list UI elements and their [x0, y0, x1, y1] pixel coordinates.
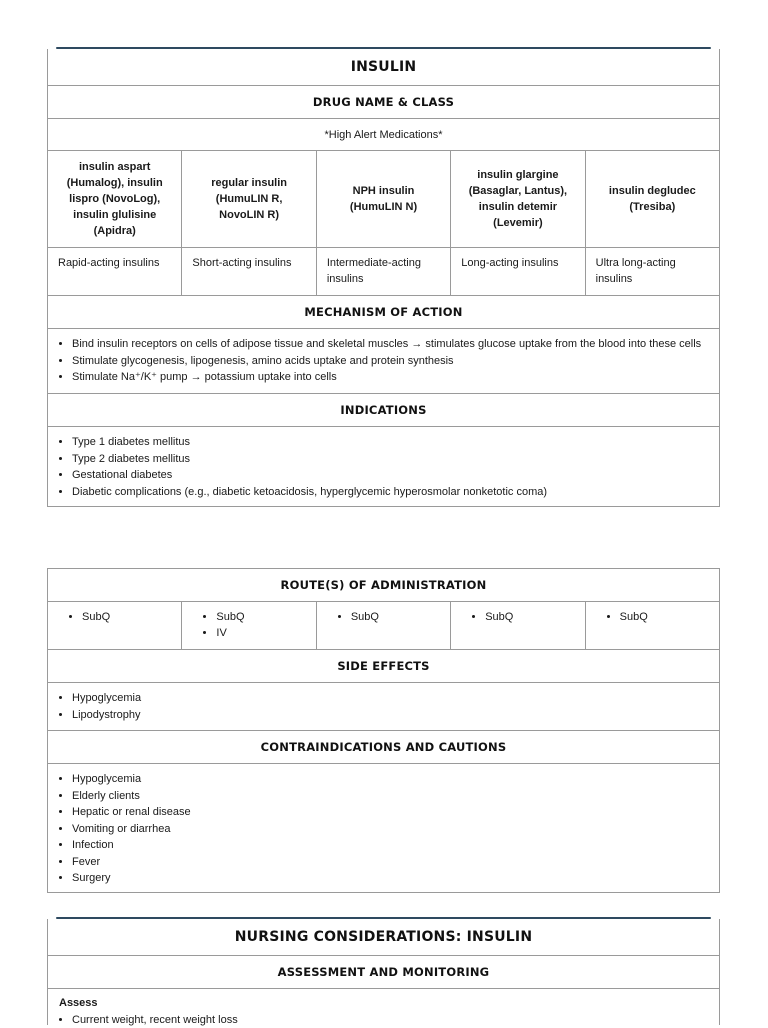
list-item: • Vomiting or diarrhea — [72, 821, 719, 838]
drug-class-cell: Rapid-acting insulins — [48, 248, 181, 295]
routes-header: ROUTE(S) OF ADMINISTRATION — [48, 568, 719, 601]
list-item: • Fever — [72, 854, 719, 871]
route-cell — [181, 602, 315, 649]
assessment-monitoring-header: ASSESSMENT AND MONITORING — [48, 955, 719, 988]
drug-classes-row — [48, 247, 719, 295]
drug-names-row — [48, 150, 719, 247]
list-item: • Hypoglycemia — [72, 690, 719, 707]
drug-class-cell: Intermediate-acting insulins — [316, 248, 450, 295]
moa-list — [48, 336, 719, 386]
route-cell — [585, 602, 719, 649]
route-cell — [450, 602, 584, 649]
side-effects-header: SIDE EFFECTS — [48, 649, 719, 682]
list-item: • Lipodystrophy — [72, 707, 719, 724]
list-item: • Type 2 diabetes mellitus — [72, 451, 719, 468]
routes-row — [48, 601, 719, 649]
assess-list — [48, 1012, 719, 1028]
list-item: • Stimulate Na⁺/K⁺ pump → potassium uptake into cells — [72, 369, 719, 386]
card-bottom-border — [48, 892, 719, 893]
list-item: • SubQ — [351, 609, 440, 625]
drug-name-cell: regular insulin (HumuLIN R, NovoLIN R) — [181, 151, 315, 247]
list-item: • Stimulate glycogenesis, lipogenesis, amino acids uptake and protein synthesis — [72, 353, 719, 370]
route-cell — [316, 602, 450, 649]
administration-card — [47, 568, 720, 893]
drug-class-cell: Long-acting insulins — [450, 248, 584, 295]
list-item: • IV — [216, 625, 305, 641]
insulin-drug-card — [47, 49, 720, 507]
list-item: • Bind insulin receptors on cells of adipose tissue and skeletal muscles → stimulates glucose uptake from the blood into these cells — [72, 336, 719, 353]
indications-header: INDICATIONS — [48, 393, 719, 426]
drug-class-cell: Short-acting insulins — [181, 248, 315, 295]
card-title: NURSING CONSIDERATIONS: INSULIN — [48, 919, 719, 955]
contraindications-body — [48, 763, 719, 892]
indications-body — [48, 426, 719, 506]
mechanism-of-action-body — [48, 328, 719, 393]
list-item: • SubQ — [82, 609, 171, 625]
card-accent-line — [56, 917, 711, 919]
drug-class-cell: Ultra long-acting insulins — [585, 248, 719, 295]
list-item: • Infection — [72, 837, 719, 854]
drug-name-class-header: DRUG NAME & CLASS — [48, 85, 719, 118]
card-title: INSULIN — [48, 49, 719, 85]
drug-name-cell: insulin degludec (Tresiba) — [585, 151, 719, 247]
list-item: • SubQ — [620, 609, 709, 625]
side-effects-body — [48, 682, 719, 730]
route-cell — [48, 602, 181, 649]
drug-name-cell: NPH insulin (HumuLIN N) — [316, 151, 450, 247]
list-item: • Gestational diabetes — [72, 467, 719, 484]
contraindications-list — [48, 771, 719, 887]
list-item: • Diabetic complications (e.g., diabetic ketoacidosis, hyperglycemic hyperosmolar nonketotic coma) — [72, 484, 719, 501]
contraindications-header: CONTRAINDICATIONS AND CAUTIONS — [48, 730, 719, 763]
list-item: • Type 1 diabetes mellitus — [72, 434, 719, 451]
list-item: • Elderly clients — [72, 788, 719, 805]
drug-name-cell: insulin aspart (Humalog), insulin lispro (NovoLog), insulin glulisine (Apidra) — [48, 151, 181, 247]
card-accent-line — [56, 47, 711, 49]
card-bottom-border — [48, 506, 719, 507]
high-alert-note: *High Alert Medications* — [48, 118, 719, 150]
list-item: • Current weight, recent weight loss — [72, 1012, 719, 1028]
drug-name-cell: insulin glargine (Basaglar, Lantus), insulin detemir (Levemir) — [450, 151, 584, 247]
assessment-body — [48, 988, 719, 1028]
list-item: • Surgery — [72, 870, 719, 887]
assess-label: Assess — [48, 995, 719, 1012]
nursing-considerations-card — [47, 919, 720, 1025]
list-item: • SubQ — [485, 609, 574, 625]
indications-list — [48, 434, 719, 500]
mechanism-of-action-header: MECHANISM OF ACTION — [48, 295, 719, 328]
side-effects-list — [48, 690, 719, 723]
list-item: • Hepatic or renal disease — [72, 804, 719, 821]
list-item: • SubQ — [216, 609, 305, 625]
list-item: • Hypoglycemia — [72, 771, 719, 788]
